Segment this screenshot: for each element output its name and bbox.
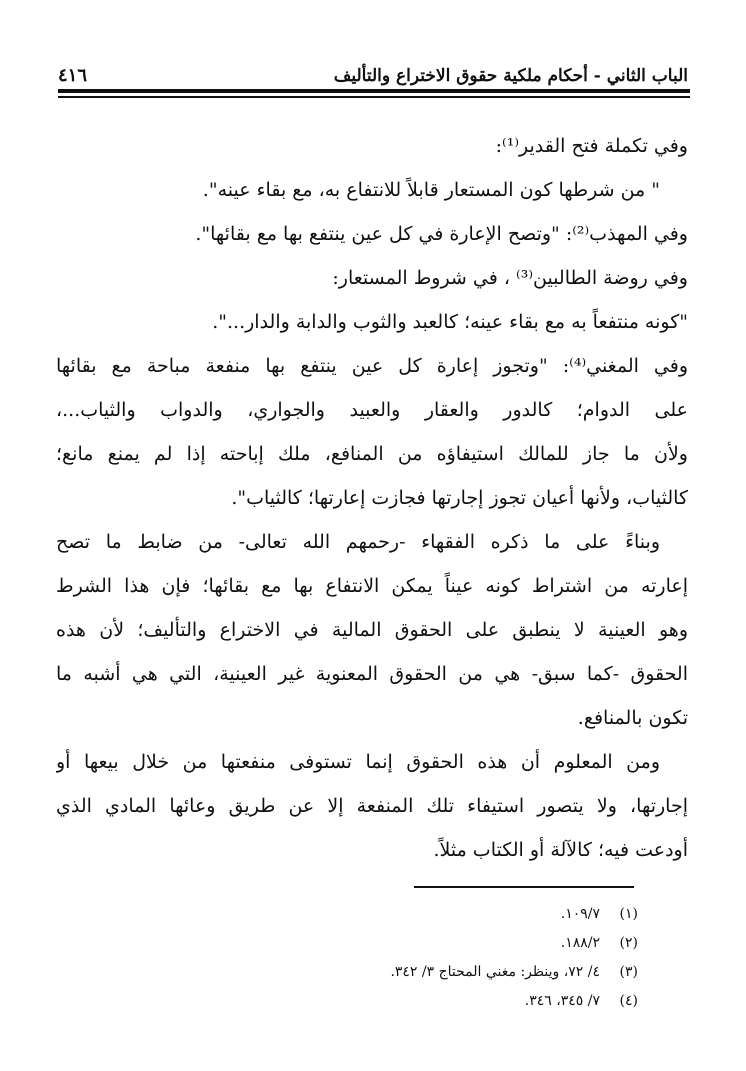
- header-rule-thick: [58, 89, 690, 93]
- running-header: [58, 48, 688, 86]
- footnote-text: ١٠٩/٧.: [560, 906, 600, 922]
- footnote-text: ٤/ ٧٢، وينظر: مغني المحتاج ٣/ ٣٤٢.: [390, 964, 600, 980]
- body-text: [56, 124, 688, 872]
- footnote-number: (٢): [619, 935, 638, 951]
- text-line: وفي المهذب⁽²⁾: "وتصح الإعارة في كل عين ينتفع بها مع بقائها".: [195, 223, 688, 245]
- text-line: وهو العينية لا ينطبق على الحقوق المالية في الاختراع والتأليف؛ لأن هذه: [56, 619, 688, 641]
- footnote: [238, 900, 638, 929]
- header-rule-thin: [58, 96, 690, 98]
- text-line: إعارته من اشتراط كونه عيناً يمكن الانتفاع بها مع بقائها؛ فإن هذا الشرط: [56, 575, 688, 597]
- header-title: الباب الثاني - أحكام ملكية حقوق الاختراع والتأليف: [333, 66, 688, 86]
- paragraph-start-line: ومن المعلوم أن هذه الحقوق إنما تستوفى منفعتها من خلال بيعها أو: [56, 751, 660, 773]
- quote-line: "كونه منتفعاً به مع بقاء عينه؛ كالعبد والثوب والدابة والدار...".: [212, 311, 688, 333]
- text-line: ولأن ما جاز للمالك استيفاؤه من المنافع، ملك إباحته إذا لم يمنع مانع؛: [56, 443, 688, 465]
- text-line: على الدوام؛ كالدور والعقار والعبيد والجواري، والدواب والثياب...،: [56, 399, 688, 421]
- text-line: كالثياب، ولأنها أعيان تجوز إجارتها فجازت إعارتها؛ كالثياب".: [231, 487, 688, 509]
- text-line: وفي المغني⁽⁴⁾: "وتجوز إعارة كل عين ينتفع بها منفعة مباحة مع بقائها: [56, 355, 688, 377]
- text-line: الحقوق -كما سبق- هي من الحقوق المعنوية غير العينية، التي هي أشبه ما: [56, 663, 688, 685]
- text-line: وفي تكملة فتح القدير⁽¹⁾:: [495, 135, 688, 157]
- footnote: [238, 958, 638, 987]
- footnote-number: (٤): [619, 993, 638, 1009]
- footnote-text: ٧/ ٣٤٥، ٣٤٦.: [524, 993, 600, 1009]
- footnote: [238, 987, 638, 1016]
- footnote-text: ١٨٨/٢.: [560, 935, 600, 951]
- text-line: إجارتها، ولا يتصور استيفاء تلك المنفعة إلا عن طريق وعائها المادي الذي: [56, 795, 688, 817]
- footnote: [238, 929, 638, 958]
- footnote-number: (١): [619, 906, 638, 922]
- text-line: وفي روضة الطالبين⁽³⁾ ، في شروط المستعار:: [332, 267, 688, 289]
- quote-line: " من شرطها كون المستعار قابلاً للانتفاع به، مع بقاء عينه".: [202, 179, 660, 201]
- text-line: أودعت فيه؛ كالآلة أو الكتاب مثلاً.: [433, 839, 688, 861]
- page-number: ٤١٦: [58, 65, 88, 86]
- footnote-rule: [414, 886, 634, 888]
- footnote-number: (٣): [619, 964, 638, 980]
- text-line: تكون بالمنافع.: [577, 707, 688, 729]
- paragraph-start-line: وبناءً على ما ذكره الفقهاء -رحمهم الله تعالى- من ضابط ما تصح: [56, 531, 660, 553]
- footnotes: [238, 900, 638, 1016]
